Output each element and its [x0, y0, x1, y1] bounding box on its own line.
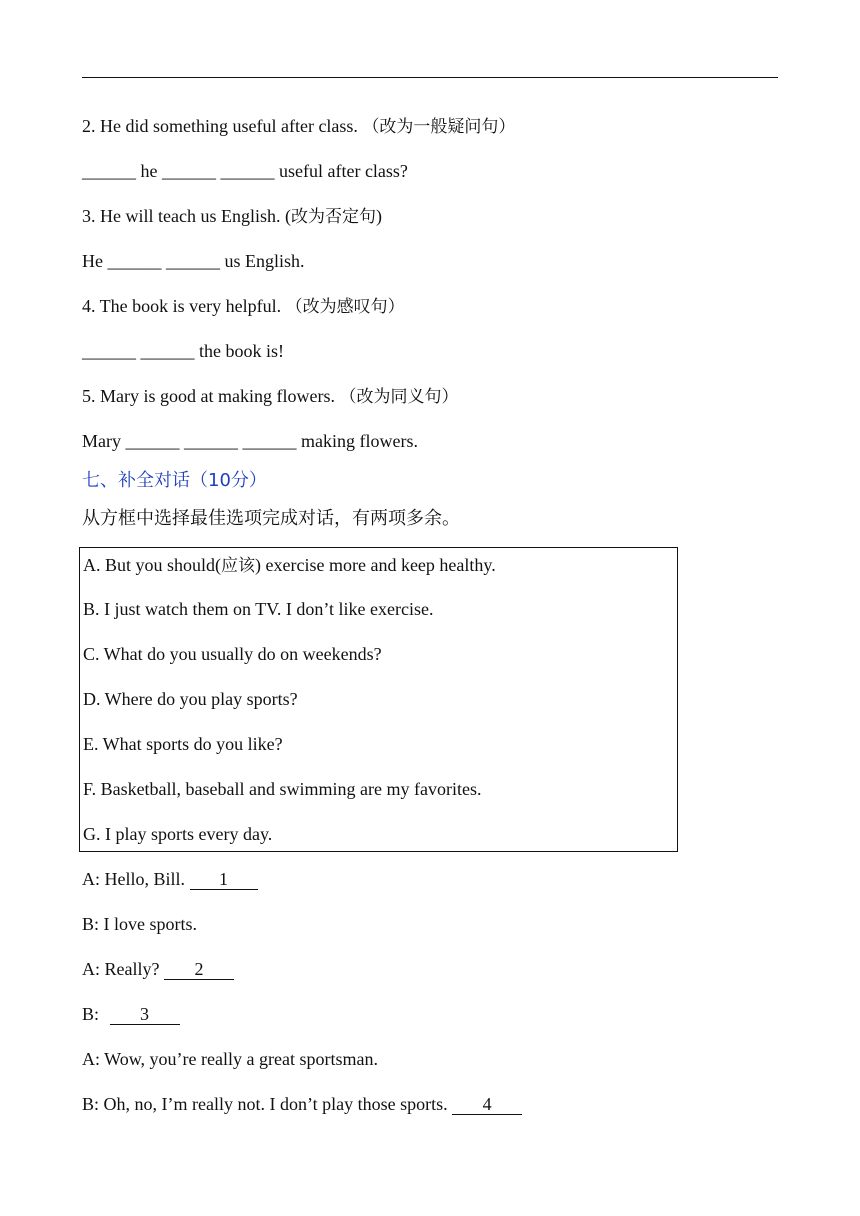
- question-4: [82, 294, 405, 319]
- option-b: B. I just watch them on TV. I don’t like exercise.: [83, 599, 434, 619]
- question-instruction: 改为否定句: [290, 207, 376, 227]
- dialogue-line-3: [82, 957, 234, 981]
- question-instruction: （改为同义句）: [339, 387, 459, 407]
- option-d: D. Where do you play sports?: [83, 689, 298, 709]
- option-a: [83, 553, 496, 578]
- option-c: C. What do you usually do on weekends?: [83, 644, 382, 664]
- dialogue-text: A: Really?: [82, 959, 164, 979]
- question-sentence: 3. He will teach us English. (: [82, 206, 291, 226]
- answer-line-4[interactable]: ______ ______ the book is!: [82, 341, 284, 361]
- dialogue-text: B: Oh, no, I’m really not. I don’t play those sports.: [82, 1094, 453, 1114]
- dialogue-line-5: [82, 1047, 378, 1071]
- option-a-cjk: 应该: [221, 556, 256, 576]
- answer-line-2[interactable]: ______ he ______ ______ useful after class?: [82, 161, 408, 181]
- answer-blank-3[interactable]: 3: [110, 1004, 180, 1025]
- question-2: [82, 114, 515, 139]
- answer-line-3[interactable]: He ______ ______ us English.: [82, 251, 305, 271]
- dialogue-line-4: [82, 1002, 180, 1026]
- question-5: [82, 384, 458, 409]
- question-sentence: 2. He did something useful after class.: [82, 116, 363, 136]
- question-sentence: 4. The book is very helpful.: [82, 296, 286, 316]
- dialogue-line-2: [82, 912, 197, 936]
- section-instruction: 从方框中选择最佳选项完成对话，有两项多余。: [82, 508, 460, 529]
- option-f: F. Basketball, baseball and swimming are my favorites.: [83, 779, 482, 799]
- answer-blank-1[interactable]: 1: [190, 869, 258, 890]
- question-3: [82, 204, 382, 229]
- options-box: [79, 547, 678, 852]
- dialogue-text: B: I love sports.: [82, 914, 197, 934]
- question-instruction: （改为一般疑问句）: [362, 117, 516, 137]
- question-sentence: 5. Mary is good at making flowers.: [82, 386, 340, 406]
- header-rule: [82, 77, 778, 78]
- dialogue-line-6: [82, 1092, 522, 1116]
- question-sentence-end: ): [375, 206, 382, 226]
- answer-blank-4[interactable]: 4: [452, 1094, 522, 1115]
- section-heading: 七、补全对话（10分）: [82, 470, 267, 491]
- option-a-text-end: ) exercise more and keep healthy.: [255, 555, 496, 575]
- answer-blank-2[interactable]: 2: [164, 959, 234, 980]
- option-g: G. I play sports every day.: [83, 824, 273, 844]
- option-e: E. What sports do you like?: [83, 734, 283, 754]
- dialogue-text: A: Hello, Bill.: [82, 869, 190, 889]
- dialogue-text: A: Wow, you’re really a great sportsman.: [82, 1049, 378, 1069]
- dialogue-text: B:: [82, 1004, 104, 1024]
- dialogue-line-1: [82, 867, 258, 891]
- option-a-text: A. But you should(: [83, 555, 222, 575]
- question-instruction: （改为感叹句）: [285, 297, 405, 317]
- answer-line-5[interactable]: Mary ______ ______ ______ making flowers.: [82, 431, 418, 451]
